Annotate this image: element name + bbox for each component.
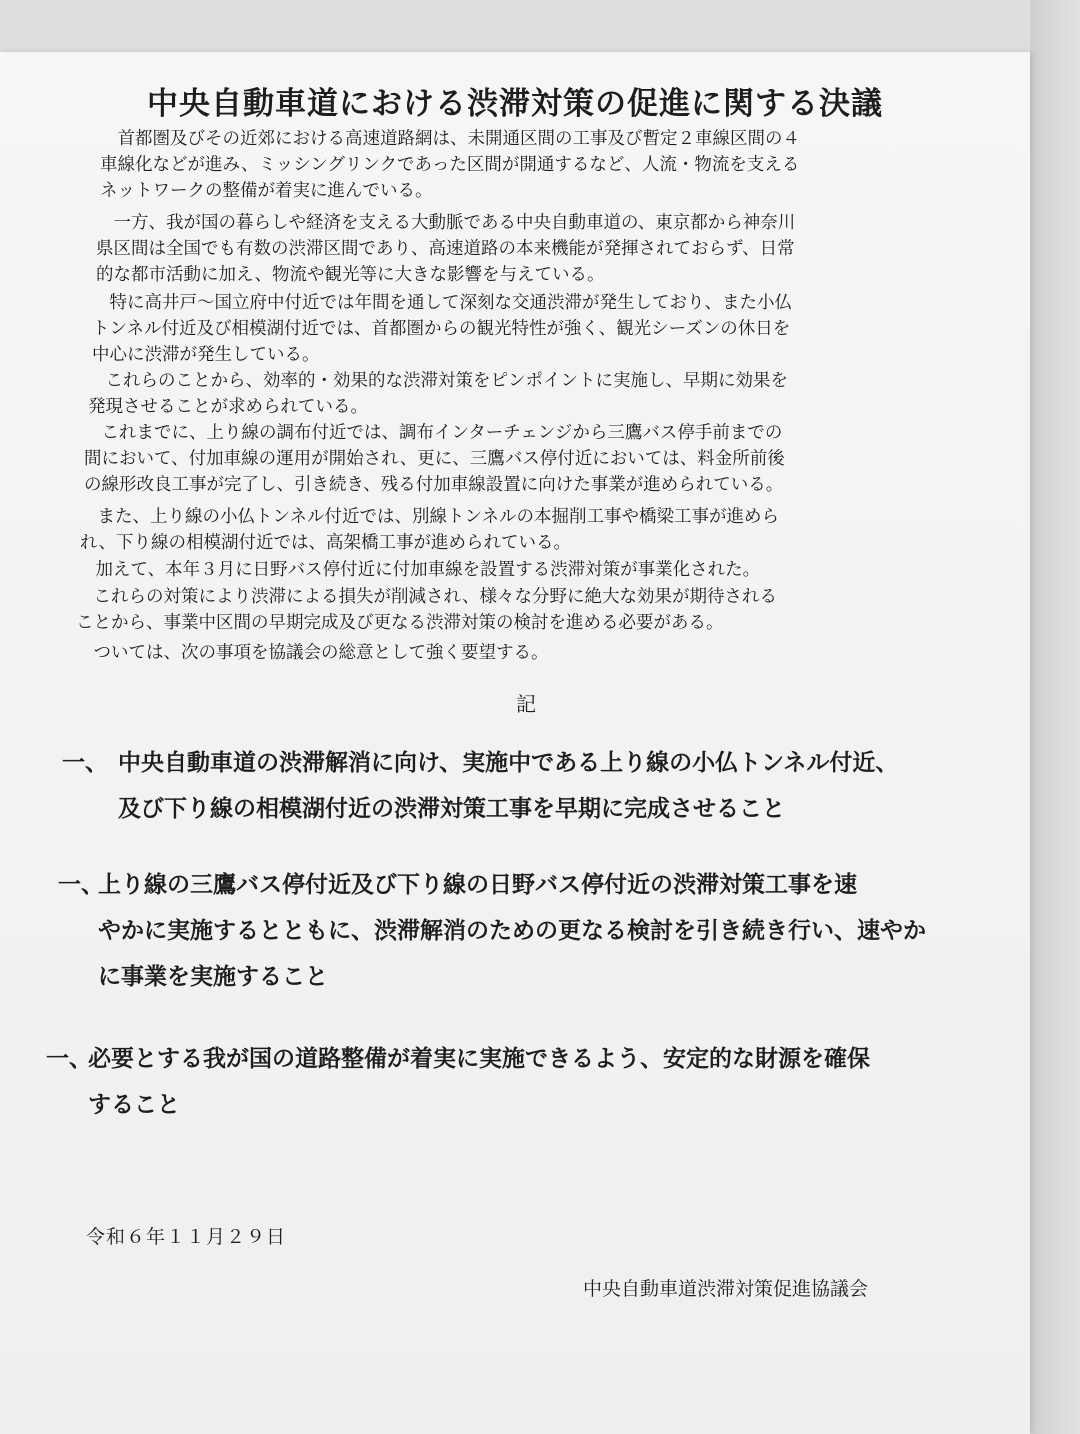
- paragraph-9: ついては、次の事項を協議会の総意として強く要望する。: [76, 643, 549, 663]
- item-mark: 一、: [58, 872, 104, 898]
- paragraph-1: 首都圏及びその近郊における高速道路網は、未開通区間の工事及び暫定２車線区間の４ 車線化などが進み、ミッシングリンクであった区間が開通するなど、人流・物流を支える ネットワークの整備が着実に進んでいる。: [100, 129, 800, 201]
- paragraph-3: 特に高井戸〜国立府中付近では年間を通して深刻な交通渋滞が発生しており、また小仏 トンネル付近及び相模湖付近では、首都圏からの観光特性が強く、観光シーズンの休日を 中心に渋滞が発生している。: [92, 293, 792, 365]
- document-date: 令和６年１１月２９日: [86, 1226, 287, 1248]
- paragraph-4: これらのことから、効率的・効果的な渋滞対策をピンポイントに実施し、早期に効果を 発現させることが求められている。: [88, 371, 788, 417]
- organization-name: 中央自動車道渋滞対策促進協議会: [583, 1278, 869, 1300]
- item-mark: 一、: [46, 1046, 92, 1072]
- request-item-2: [0, 862, 1030, 1012]
- paragraph-5: これまでに、上り線の調布付近では、調布インターチェンジから三鷹バス停手前までの 間において、付加車線の運用が開始され、更に、三鷹バス停付近においては、料金所前後 の線形改良工事が完了し、引き続き、残る付加車線設置に向けた事業が進められている。: [84, 423, 785, 495]
- item-mark: 一、: [62, 750, 108, 776]
- paragraph-8: これらの対策により渋滞による損失が削減され、様々な分野に絶大な効果が期待される ことから、事業中区間の早期完成及び更なる渋滞対策の検討を進める必要がある。: [76, 587, 778, 633]
- request-item-1: [0, 740, 1030, 840]
- item-text: 必要とする我が国の道路整備が着実に実施できるよう、安定的な財源を確保 すること: [88, 1046, 870, 1118]
- item-text: 上り線の三鷹バス停付近及び下り線の日野バス停付近の渋滞対策工事を速 やかに実施するとともに、渋滞解消のための更なる検討を引き続き行い、速やか に事業を実施すること: [98, 872, 926, 990]
- item-text: 中央自動車道の渋滞解消に向け、実施中である上り線の小仏トンネル付近、 及び下り線の相模湖付近の渋滞対策工事を早期に完成させること: [118, 750, 899, 822]
- document-title: 中央自動車道における渋滞対策の促進に関する決議: [147, 86, 883, 122]
- paragraph-7: 加えて、本年３月に日野バス停付近に付加車線を設置する渋滞対策が事業化された。: [78, 560, 761, 580]
- background-edge: [1030, 0, 1080, 1434]
- paragraph-6: また、上り線の小仏トンネル付近では、別線トンネルの本掘削工事や橋梁工事が進めら れ、下り線の相模湖付近では、高架橋工事が進められている。: [80, 507, 779, 553]
- request-item-3: [0, 1036, 1030, 1136]
- paragraph-2: 一方、我が国の暮らしや経済を支える大動脈である中央自動車道の、東京都から神奈川 県区間は全国でも有数の渋滞区間であり、高速道路の本来機能が発揮されておらず、日常 的な都市活動に加え、物流や観光等に大きな影響を与えている。: [96, 213, 796, 285]
- ki-label: 記: [516, 692, 536, 716]
